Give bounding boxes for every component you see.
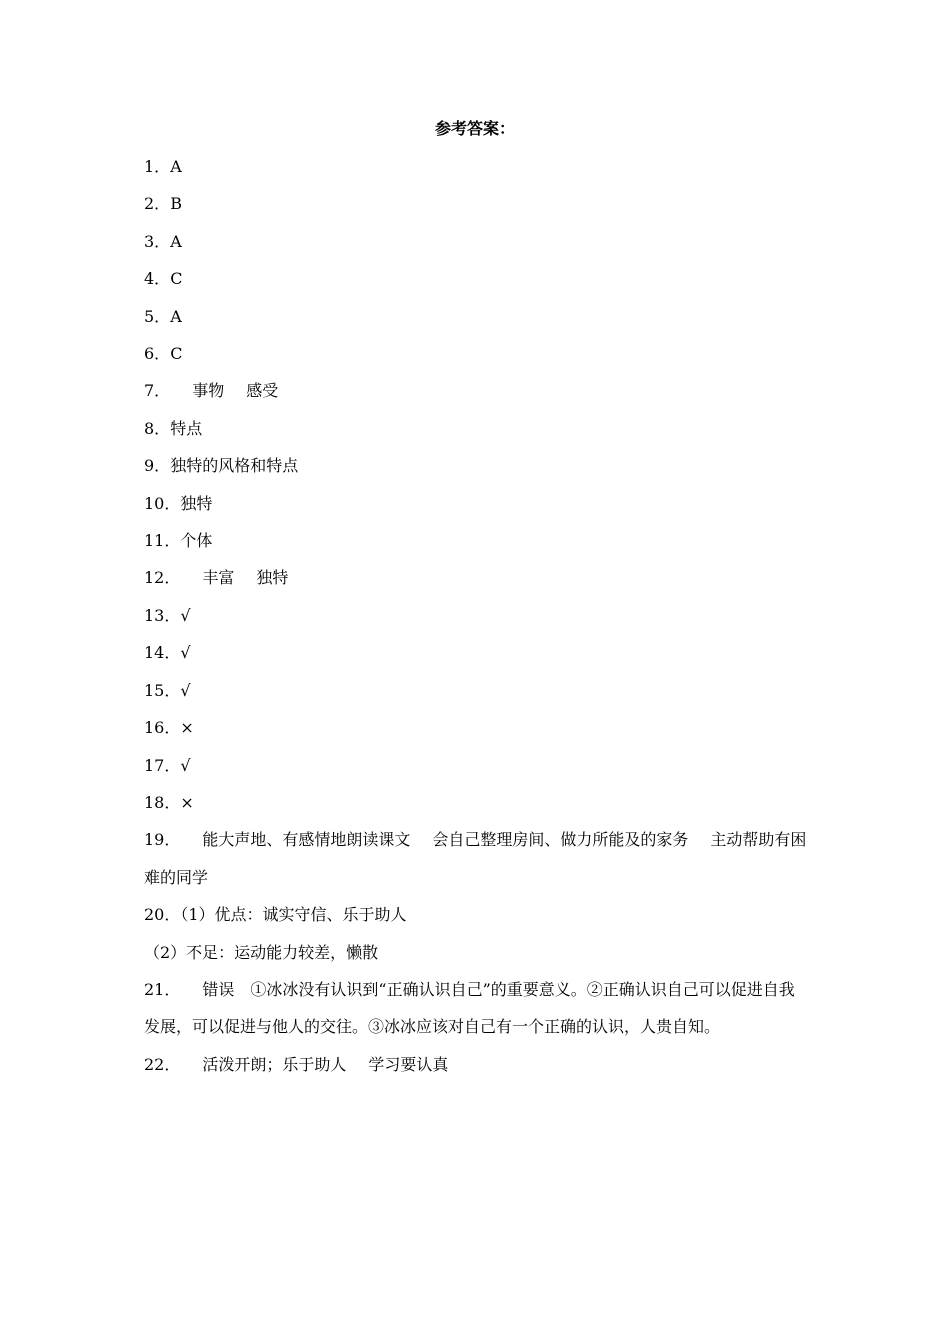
- answer-16: [144, 709, 809, 746]
- answer-number: 7．: [144, 381, 171, 401]
- answer-text: A: [170, 306, 182, 326]
- answer-blank: 会自己整理房间、做力所能及的家务: [432, 830, 689, 850]
- answer-blank: 学习要认真: [368, 1054, 449, 1074]
- answer-text: 个体: [180, 531, 213, 551]
- answer-blank: 活泼开朗；乐于助人: [202, 1054, 347, 1074]
- answer-number: 18．: [144, 792, 181, 812]
- answer-number: 19．: [144, 830, 181, 850]
- answer-text: B: [170, 194, 182, 214]
- answer-number: 22．: [144, 1054, 181, 1074]
- answer-text: 独特: [180, 493, 213, 513]
- answer-list: [144, 148, 809, 1083]
- answer-text: （2）不足：运动能力较差，懒散: [144, 942, 379, 962]
- answer-18: [144, 784, 809, 821]
- answer-text: A: [170, 231, 182, 251]
- answer-number: 3．: [144, 231, 171, 251]
- answer-3: [144, 223, 809, 260]
- answer-17: [144, 747, 809, 784]
- answer-blank: 感受: [246, 381, 279, 401]
- answer-text: A: [170, 157, 182, 176]
- answer-number: 6．: [144, 344, 171, 364]
- answer-blank: 事物: [192, 381, 225, 401]
- answer-number: 2．: [144, 194, 171, 214]
- answer-number: 13．: [144, 605, 181, 625]
- answer-text: ×: [180, 792, 194, 812]
- answer-blank: 能大声地、有感情地朗读课文: [202, 830, 411, 850]
- answer-blank: 独特: [256, 568, 289, 588]
- answer-4: [144, 260, 809, 297]
- answer-number: 12．: [144, 568, 181, 588]
- answer-number: 1．: [144, 157, 171, 176]
- answer-number: 15．: [144, 680, 181, 700]
- answer-number: 11．: [144, 531, 181, 551]
- answer-9: [144, 447, 809, 484]
- answer-explanation: ①冰冰没有认识到“正确认识自己”的重要意义。②正确认识自己可以促进自我发展，可以促进与他人的交往。③冰冰应该对自己有一个正确的认识，人贵自知。: [144, 979, 795, 1037]
- answer-text: √: [180, 755, 191, 775]
- answer-12: [144, 559, 809, 596]
- answer-text: C: [170, 344, 183, 364]
- answer-number: 9．: [144, 456, 171, 476]
- answer-10: [144, 485, 809, 522]
- answer-20: [144, 896, 809, 933]
- answer-number: 21．: [144, 979, 181, 999]
- page-title: 参考答案：: [434, 119, 515, 138]
- answer-number: 14．: [144, 643, 181, 663]
- answer-20-part-2: [144, 934, 809, 971]
- answer-text: 特点: [170, 418, 203, 438]
- answer-8: [144, 410, 809, 447]
- answer-2: [144, 185, 809, 222]
- answer-text: √: [180, 680, 191, 700]
- answer-7: [144, 372, 809, 409]
- answer-text: 独特的风格和特点: [170, 456, 299, 476]
- answer-11: [144, 522, 809, 559]
- answer-text: C: [170, 269, 183, 289]
- answer-number: 4．: [144, 269, 171, 289]
- answer-14: [144, 634, 809, 671]
- answer-number: 5．: [144, 306, 171, 326]
- answer-13: [144, 597, 809, 634]
- answer-1: [144, 148, 809, 185]
- answer-blank: 错误: [202, 979, 235, 999]
- answer-19: [144, 821, 809, 896]
- answer-text: ×: [180, 718, 194, 738]
- answer-number: 20．: [144, 905, 181, 925]
- answer-15: [144, 672, 809, 709]
- answer-6: [144, 335, 809, 372]
- answer-5: [144, 298, 809, 335]
- answer-blank: 丰富: [202, 568, 235, 588]
- answer-blank: 主动帮助有困难的同学: [144, 830, 807, 887]
- answer-text: （1）优点：诚实守信、乐于助人: [180, 905, 407, 925]
- answer-text: √: [180, 643, 191, 663]
- answer-text: √: [180, 605, 191, 625]
- answer-number: 8．: [144, 418, 171, 438]
- answer-number: 16．: [144, 718, 181, 738]
- answer-21: [144, 971, 809, 1046]
- answer-number: 17．: [144, 755, 181, 775]
- answer-22: [144, 1046, 809, 1083]
- answer-number: 10．: [144, 493, 181, 513]
